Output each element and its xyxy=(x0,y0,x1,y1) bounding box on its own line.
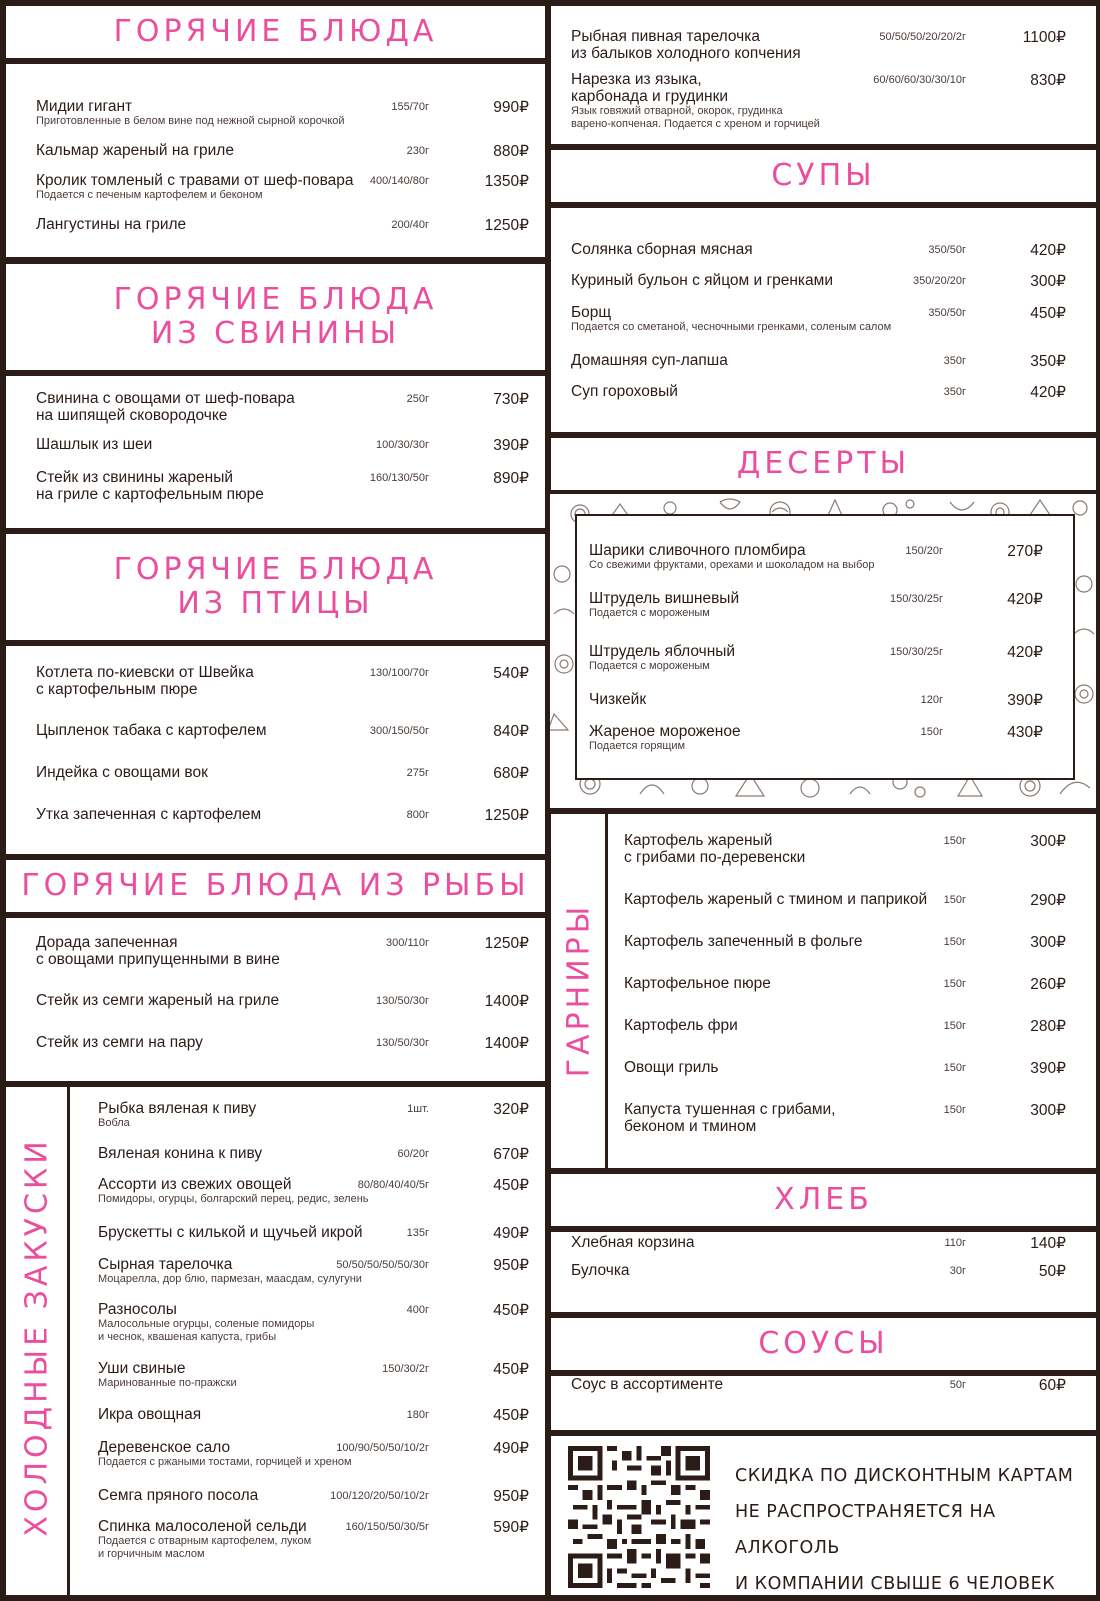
item-weight: 155/70г xyxy=(391,101,429,113)
item-description: Моцарелла, дор блю, пармезан, маасдам, сулугуни xyxy=(98,1273,362,1285)
item-description: Подается с ржаными тостами, горчицей и хреном xyxy=(98,1456,352,1468)
item-name: Рыбная пивная тарелочка из балыков холодного копчения xyxy=(571,28,801,62)
menu-item xyxy=(98,1145,529,1162)
item-weight: 110г xyxy=(944,1237,966,1249)
item-description: Подается с отварным картофелем, луком и горчичным маслом xyxy=(98,1535,312,1560)
item-name: Кролик томленый с травами от шеф-повара xyxy=(36,172,354,189)
item-name: Ассорти из свежих овощей xyxy=(98,1176,292,1193)
section-title-line1: ГОРЯЧИЕ БЛЮДА xyxy=(113,552,438,587)
menu-item xyxy=(571,272,1066,289)
item-price: 670₽ xyxy=(493,1146,529,1163)
item-name: Штрудель яблочный xyxy=(589,643,736,660)
item-weight: 300/110г xyxy=(386,937,429,949)
item-price: 50₽ xyxy=(1038,1263,1066,1280)
item-weight: 230г xyxy=(406,145,429,157)
item-weight: 30г xyxy=(949,1265,966,1277)
item-price: 280₽ xyxy=(1030,1018,1066,1035)
menu-item xyxy=(98,1487,529,1504)
item-description: Подается с печеным картофелем и беконом xyxy=(36,189,263,201)
menu-item xyxy=(36,436,529,453)
header-sauces xyxy=(551,1318,1096,1370)
item-name: Стейк из свинины жареный на гриле с картофельным пюре xyxy=(36,469,264,503)
menu-item xyxy=(624,933,1066,950)
item-price: 390₽ xyxy=(1030,1060,1066,1077)
item-name: Брускетты с килькой и щучьей икрой xyxy=(98,1224,363,1241)
item-weight: 150г xyxy=(943,835,966,847)
section-title: СОУСЫ xyxy=(758,1326,889,1361)
item-name: Вяленая конина к пиву xyxy=(98,1145,263,1162)
item-name: Чизкейк xyxy=(589,691,647,708)
item-name: Дорада запеченная с овощами припущенными в вине xyxy=(36,934,280,968)
item-price: 60₽ xyxy=(1038,1377,1066,1394)
menu-item xyxy=(98,1406,529,1423)
section-sides xyxy=(551,814,1096,1168)
menu-item xyxy=(624,975,1066,992)
item-weight: 1шт. xyxy=(407,1103,429,1115)
item-name: Лангустины на гриле xyxy=(36,216,187,233)
item-price: 300₽ xyxy=(1030,934,1066,951)
item-name: Икра овощная xyxy=(98,1406,202,1423)
item-name: Суп гороховый xyxy=(571,383,678,400)
item-name: Сырная тарелочка xyxy=(98,1256,233,1273)
item-weight: 800г xyxy=(406,809,429,821)
header-fish-dishes xyxy=(6,860,545,912)
cold-appetizers-divider xyxy=(67,1087,70,1595)
section-title: ГОРЯЧИЕ БЛЮДА ИЗ РЫБЫ xyxy=(21,868,530,903)
item-price: 450₽ xyxy=(493,1177,529,1194)
item-weight: 180г xyxy=(406,1409,429,1421)
item-name: Борщ xyxy=(571,304,612,321)
menu-item xyxy=(36,142,529,159)
item-price: 300₽ xyxy=(1030,1102,1066,1119)
item-description: Со свежими фруктами, орехами и шоколадом на выбор xyxy=(589,559,875,571)
item-name: Стейк из семги на пару xyxy=(36,1034,203,1051)
menu-item xyxy=(36,992,529,1009)
menu-item xyxy=(36,390,529,424)
header-hot-dishes xyxy=(6,6,545,58)
menu-item xyxy=(571,1234,1066,1251)
item-name: Шашлык из шеи xyxy=(36,436,153,453)
item-weight: 160/130/50г xyxy=(369,472,429,484)
item-price: 450₽ xyxy=(1030,305,1066,322)
menu-item xyxy=(589,643,1043,673)
item-weight: 400/140/80г xyxy=(369,175,429,187)
item-description: Малосольные огурцы, соленые помидоры и чеснок, квашеная капуста, грибы xyxy=(98,1318,315,1343)
item-name: Разносолы xyxy=(98,1301,177,1318)
item-price: 590₽ xyxy=(493,1519,529,1536)
menu-item xyxy=(98,1224,529,1241)
item-weight: 150г xyxy=(943,1104,966,1116)
item-price: 420₽ xyxy=(1007,591,1043,608)
item-description: Маринованные по-пражски xyxy=(98,1377,237,1389)
item-price: 290₽ xyxy=(1030,892,1066,909)
section-title-line2: ИЗ ПТИЦЫ xyxy=(177,586,374,621)
qr-code[interactable] xyxy=(568,1446,710,1588)
item-weight: 130/50/30г xyxy=(376,995,429,1007)
item-price: 420₽ xyxy=(1007,644,1043,661)
menu-item xyxy=(589,542,1043,572)
item-name: Кальмар жареный на гриле xyxy=(36,142,234,159)
item-price: 1400₽ xyxy=(484,993,529,1010)
item-weight: 50/50/50/20/20/2г xyxy=(879,31,966,43)
item-price: 450₽ xyxy=(493,1407,529,1424)
section-desserts xyxy=(575,514,1075,780)
item-weight: 135г xyxy=(406,1227,429,1239)
section-bread xyxy=(551,1232,1096,1312)
item-weight: 160/150/50/30/5г xyxy=(345,1521,429,1533)
section-fish-dishes xyxy=(6,918,545,1081)
item-price: 450₽ xyxy=(493,1361,529,1378)
item-price: 950₽ xyxy=(493,1488,529,1505)
menu-item xyxy=(36,98,529,128)
item-weight: 120г xyxy=(920,694,943,706)
menu-item xyxy=(571,304,1066,334)
menu-item xyxy=(36,722,529,739)
item-weight: 350г xyxy=(943,355,966,367)
menu-item xyxy=(589,723,1043,753)
section-title-line2: ИЗ СВИНИНЫ xyxy=(150,316,401,351)
item-name: Картофель запеченный в фольге xyxy=(624,933,863,950)
item-price: 1250₽ xyxy=(484,217,529,234)
menu-item xyxy=(36,764,529,781)
item-price: 270₽ xyxy=(1007,543,1043,560)
section-beer-platters xyxy=(551,6,1096,144)
item-price: 490₽ xyxy=(493,1440,529,1457)
item-name: Жареное мороженое xyxy=(589,723,741,740)
item-price: 450₽ xyxy=(493,1302,529,1319)
item-weight: 150/30/25г xyxy=(890,593,943,605)
menu-item xyxy=(36,1034,529,1051)
menu-item xyxy=(36,216,529,233)
menu-item xyxy=(98,1518,529,1561)
item-price: 890₽ xyxy=(493,470,529,487)
item-price: 350₽ xyxy=(1030,353,1066,370)
section-pork-dishes xyxy=(6,376,545,528)
item-weight: 150г xyxy=(943,978,966,990)
section-title: ДЕСЕРТЫ xyxy=(736,446,911,481)
item-name: Солянка сборная мясная xyxy=(571,241,753,258)
item-weight: 150/30/2г xyxy=(382,1363,429,1375)
item-price: 1100₽ xyxy=(1022,29,1066,46)
item-name: Шарики сливочного пломбира xyxy=(589,542,806,559)
item-name: Капуста тушенная с грибами, беконом и тмином xyxy=(624,1101,836,1135)
item-name: Котлета по-киевски от Швейка с картофельным пюре xyxy=(36,664,254,698)
menu-item xyxy=(571,241,1066,258)
item-price: 420₽ xyxy=(1030,242,1066,259)
item-name: Рыбка вяленая к пиву xyxy=(98,1100,257,1117)
item-price: 1250₽ xyxy=(484,935,529,952)
item-price: 540₽ xyxy=(493,665,529,682)
menu-item xyxy=(571,71,1066,131)
item-name: Домашняя суп-лапша xyxy=(571,352,728,369)
item-name: Утка запеченная с картофелем xyxy=(36,806,262,823)
item-weight: 150г xyxy=(920,726,943,738)
menu-item xyxy=(624,832,1066,866)
item-weight: 150/30/25г xyxy=(890,646,943,658)
item-price: 680₽ xyxy=(493,765,529,782)
item-name: Стейк из семги жареный на гриле xyxy=(36,992,280,1009)
section-title: ХЛЕБ xyxy=(774,1182,873,1217)
item-price: 830₽ xyxy=(1030,72,1066,89)
item-weight: 50г xyxy=(949,1379,966,1391)
menu-item xyxy=(624,1059,1066,1076)
vertical-title-cold-appetizers: ХОЛОДНЫЕ ЗАКУСКИ xyxy=(19,1137,55,1537)
menu-item xyxy=(98,1301,529,1344)
item-price: 320₽ xyxy=(493,1101,529,1118)
item-weight: 350/50г xyxy=(928,244,966,256)
item-price: 1400₽ xyxy=(484,1035,529,1052)
item-name: Свинина с овощами от шеф-повара на шипящей сковородочке xyxy=(36,390,295,424)
item-weight: 100/120/20/50/10/2г xyxy=(330,1490,429,1502)
menu-item xyxy=(98,1360,529,1390)
section-sauces xyxy=(551,1376,1096,1430)
menu-item xyxy=(36,806,529,823)
item-name: Картофель жареный с тмином и паприкой xyxy=(624,891,928,908)
menu-item xyxy=(624,1017,1066,1034)
item-price: 840₽ xyxy=(493,723,529,740)
item-description: Вобла xyxy=(98,1117,130,1129)
item-price: 390₽ xyxy=(1007,692,1043,709)
header-bread xyxy=(551,1174,1096,1226)
item-price: 260₽ xyxy=(1030,976,1066,993)
item-name: Семга пряного посола xyxy=(98,1487,259,1504)
menu-item xyxy=(571,352,1066,369)
item-name: Картофель фри xyxy=(624,1017,738,1034)
item-name: Овощи гриль xyxy=(624,1059,719,1076)
item-weight: 150г xyxy=(943,1020,966,1032)
menu-item xyxy=(571,1376,1066,1393)
item-name: Деревенское сало xyxy=(98,1439,231,1456)
menu-item xyxy=(571,1262,1066,1279)
section-title-line1: ГОРЯЧИЕ БЛЮДА xyxy=(113,282,438,317)
item-weight: 100/90/50/50/10/2г xyxy=(336,1442,429,1454)
item-price: 300₽ xyxy=(1030,273,1066,290)
item-name: Хлебная корзина xyxy=(571,1234,695,1251)
section-title: ГОРЯЧИЕ БЛЮДА xyxy=(113,14,438,49)
item-name: Куриный бульон с яйцом и гренками xyxy=(571,272,833,289)
item-name: Картофель жареный с грибами по-деревенски xyxy=(624,832,806,866)
item-weight: 250г xyxy=(406,393,429,405)
menu-item xyxy=(36,934,529,968)
menu-item xyxy=(571,28,1066,62)
item-price: 140₽ xyxy=(1030,1235,1066,1252)
item-weight: 60/20г xyxy=(397,1148,429,1160)
section-soups xyxy=(551,208,1096,432)
item-description: Язык говяжий отварной, окорок, грудинка варено-копченая. Подается с хреном и горчицей xyxy=(571,105,820,130)
item-description: Приготовленные в белом вине под нежной сырной корочкой xyxy=(36,115,345,127)
menu-item xyxy=(589,590,1043,620)
section-hot-dishes xyxy=(6,64,545,257)
menu-item xyxy=(98,1176,529,1206)
item-weight: 100/30/30г xyxy=(376,439,429,451)
item-weight: 130/100/70г xyxy=(369,667,429,679)
menu-item xyxy=(571,383,1066,400)
item-weight: 150/20г xyxy=(905,545,943,557)
item-name: Уши свиные xyxy=(98,1360,186,1377)
section-poultry-dishes xyxy=(6,646,545,854)
menu-item xyxy=(624,1101,1066,1135)
item-weight: 150г xyxy=(943,936,966,948)
item-description: Подается с мороженым xyxy=(589,607,710,619)
item-weight: 60/60/60/30/30/10г xyxy=(873,74,966,86)
item-weight: 350/50г xyxy=(928,307,966,319)
item-name: Мидии гигант xyxy=(36,98,133,115)
item-price: 300₽ xyxy=(1030,833,1066,850)
menu-item xyxy=(36,469,529,503)
item-weight: 400г xyxy=(406,1304,429,1316)
qr-code-graphic xyxy=(568,1446,710,1588)
item-name: Булочка xyxy=(571,1262,630,1279)
item-weight: 150г xyxy=(943,1062,966,1074)
header-soups xyxy=(551,150,1096,202)
item-weight: 150г xyxy=(943,894,966,906)
item-price: 490₽ xyxy=(493,1225,529,1242)
item-weight: 350г xyxy=(943,386,966,398)
item-price: 990₽ xyxy=(493,99,529,116)
item-price: 420₽ xyxy=(1030,384,1066,401)
item-weight: 50/50/50/50/50/30г xyxy=(336,1259,429,1271)
item-name: Нарезка из языка, карбонада и грудинки xyxy=(571,71,729,105)
discount-notice: СКИДКА ПО ДИСКОНТНЫМ КАРТАМ НЕ РАСПРОСТРАНЯЕТСЯ НА АЛКОГОЛЬ И КОМПАНИИ СВЫШЕ 6 ЧЕЛОВЕК xyxy=(735,1466,1074,1594)
item-name: Картофельное пюре xyxy=(624,975,771,992)
section-cold-appetizers xyxy=(6,1087,545,1595)
item-name: Спинка малосоленой сельди xyxy=(98,1518,307,1535)
item-price: 950₽ xyxy=(493,1257,529,1274)
menu-item xyxy=(98,1256,529,1286)
item-name: Штрудель вишневый xyxy=(589,590,740,607)
sides-divider xyxy=(605,814,608,1168)
item-description: Подается с мороженым xyxy=(589,660,710,672)
header-desserts xyxy=(551,438,1096,490)
item-weight: 130/50/30г xyxy=(376,1037,429,1049)
item-weight: 200/40г xyxy=(391,219,429,231)
menu-item xyxy=(36,664,529,698)
item-price: 1350₽ xyxy=(484,173,529,190)
item-name: Соус в ассортименте xyxy=(571,1376,724,1393)
menu-item xyxy=(36,172,529,202)
item-name: Индейка с овощами вок xyxy=(36,764,208,781)
item-weight: 350/20/20г xyxy=(913,275,966,287)
item-price: 730₽ xyxy=(493,391,529,408)
item-price: 880₽ xyxy=(493,143,529,160)
menu-item xyxy=(98,1439,529,1469)
item-description: Помидоры, огурцы, болгарский перец, редис, зелень xyxy=(98,1193,369,1205)
vertical-title-sides: ГАРНИРЫ xyxy=(561,902,597,1078)
header-pork-dishes xyxy=(6,264,545,370)
item-description: Подается горящим xyxy=(589,740,686,752)
section-title: СУПЫ xyxy=(771,158,876,193)
item-price: 1250₽ xyxy=(484,807,529,824)
menu-item xyxy=(624,891,1066,908)
item-price: 390₽ xyxy=(493,437,529,454)
item-description: Подается со сметаной, чесночными гренками, соленым салом xyxy=(571,321,892,333)
item-price: 430₽ xyxy=(1007,724,1043,741)
item-weight: 300/150/50г xyxy=(369,725,429,737)
item-weight: 275г xyxy=(406,767,429,779)
menu-item xyxy=(98,1100,529,1130)
item-name: Цыпленок табака с картофелем xyxy=(36,722,267,739)
item-weight: 80/80/40/40/5г xyxy=(357,1179,429,1191)
menu-item xyxy=(589,691,1043,708)
header-poultry-dishes xyxy=(6,534,545,640)
